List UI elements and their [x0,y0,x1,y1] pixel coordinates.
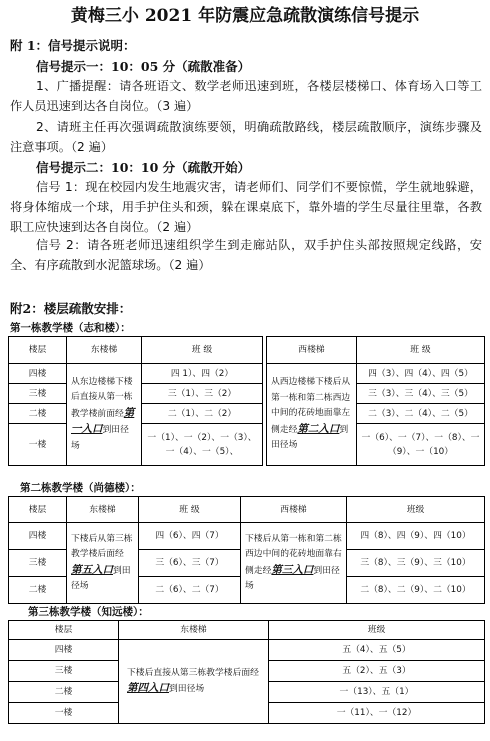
column-header: 班级 [269,621,485,640]
class-cell: 四（8）、四（9）、四（10） [347,523,485,550]
signal1-heading: 信号提示一：10：05 分（疏散准备） [36,59,251,74]
table-row [9,523,485,550]
floor-cell: 三楼 [9,384,67,404]
east-route-cell [67,523,139,604]
column-header: 东楼梯 [67,337,142,364]
column-header: 班级 [347,497,485,523]
entrance-label: 第一入口 [71,406,135,436]
column-header: 西楼梯 [267,337,357,364]
building3-table [8,620,485,724]
column-header: 东楼梯 [67,497,139,523]
class-cell: 一（11）、一（12） [269,703,485,724]
table-row [9,640,485,661]
class-cell: 二（6）、二（7） [139,577,241,604]
route-text: 到田径场 [169,684,205,694]
floor-cell: 三楼 [9,550,67,577]
document-title: 黄梅三小 2021 年防震应急疏散演练信号提示 [70,6,420,26]
entrance-label: 第三入口 [271,563,314,576]
floor-cell: 四楼 [9,640,119,661]
route-text: 到田径场 [71,425,129,451]
appendix1-heading: 附 1：信号提示说明： [10,38,136,53]
entrance-label: 第四入口 [127,682,169,694]
floor-cell: 四楼 [9,523,67,550]
route-text: 到田径场 [245,565,340,591]
route-text: 从西边楼梯下楼后从第一栋和第二栋西边中间的花砖地面靠左侧走经 [271,377,351,435]
class-cell: 三（3）、三（4）、三（5） [357,384,485,404]
class-cell: 五（4）、五（5） [269,640,485,661]
building3-heading: 第三栋教学楼（知远楼）： [28,606,149,618]
column-header: 楼层 [9,621,119,640]
floor-cell: 二楼 [9,682,119,703]
class-cell: 三（8）、三（9）、三（10） [347,550,485,577]
class-cell: 一（1）、一（2）、一（3）、一（4）、一（5）、 [142,424,263,466]
column-header: 班 级 [357,337,485,364]
route-text: 下楼后直接从第三栋教学楼后面经 [127,667,259,678]
column-header: 班 级 [139,497,241,523]
building1-heading: 第一栋教学楼（志和楼）： [10,322,131,334]
signal1-paragraph-1: 1、广播提醒：请各班语文、数学老师迅速到班，各楼层楼梯口、体育场入口等工作人员迅速到达各自岗位。（3 遍） [10,79,482,113]
class-cell: 三（1）、三（2） [142,384,263,404]
west-route-cell [267,364,357,466]
class-cell: 三（6）、三（7） [139,550,241,577]
table-header-row [9,337,485,364]
building2-table [8,496,485,604]
route-text: 到田径场 [71,565,131,591]
class-cell: 二（8）、二（9）、二（10） [347,577,485,604]
class-cell: 五（2）、五（3） [269,661,485,682]
route-text: 到田径场 [271,424,349,451]
column-header: 西楼梯 [241,497,347,523]
table-header-row [9,497,485,523]
class-cell: 四（6）、四（7） [139,523,241,550]
east-route-cell [67,364,142,466]
building1-table [8,336,485,466]
floor-cell: 一楼 [9,424,67,466]
class-cell: 一（6）、一（7）、一（8）、一（9）、一（10） [357,424,485,466]
column-header: 班 级 [142,337,263,364]
floor-cell: 二楼 [9,404,67,424]
signal2-paragraph-2: 信号 2：请各班老师迅速组织学生到走廊站队，双手护住头部按照规定线路，安全、有序疏散到水泥篮球场。（2 遍） [10,238,482,272]
signal2-heading: 信号提示二：10：10 分（疏散开始） [36,160,251,175]
building2-heading: 第二栋教学楼（尚德楼）： [20,482,141,494]
entrance-label: 第五入口 [71,563,113,576]
floor-cell: 三楼 [9,661,119,682]
class-cell: 四（3）、四（4）、四（5） [357,364,485,384]
column-header: 楼层 [9,337,67,364]
floor-cell: 一楼 [9,703,119,724]
west-route-cell [241,523,347,604]
class-cell: 二（3）、二（4）、二（5） [357,404,485,424]
signal1-paragraph-2: 2、请班主任再次强调疏散演练要领，明确疏散路线，楼层疏散顺序，演练步骤及注意事项。（2 遍） [10,120,482,154]
class-cell: 二（1）、二（2） [142,404,263,424]
signal2-paragraph-1: 信号 1：现在校园内发生地震灾害，请老师们、同学们不要惊慌，学生就地躲避，将身体缩成一个球，用手护住头和颈，躲在课桌底下，靠外墙的学生尽量往里靠，各教职工应快速到达各自岗位。（2 遍） [10,180,482,234]
class-cell: 四 1）、四（2） [142,364,263,384]
column-header: 东楼梯 [119,621,269,640]
class-cell: 一（13）、五（1） [269,682,485,703]
table-header-row [9,621,485,640]
floor-cell: 四楼 [9,364,67,384]
route-text: 从东边楼梯下楼后直接从第一栋教学楼前面经 [71,376,133,419]
column-header: 楼层 [9,497,67,523]
east-route-cell [119,640,269,724]
floor-cell: 二楼 [9,577,67,604]
entrance-label: 第二入口 [297,422,340,435]
route-text: 下楼后从第一栋和第二栋西边中间的花砖地面靠右侧走经 [245,533,342,576]
appendix2-heading: 附2：楼层疏散安排： [10,301,132,316]
table-row [9,364,485,384]
route-text: 下楼后从第三栋教学楼后面经 [71,533,133,559]
